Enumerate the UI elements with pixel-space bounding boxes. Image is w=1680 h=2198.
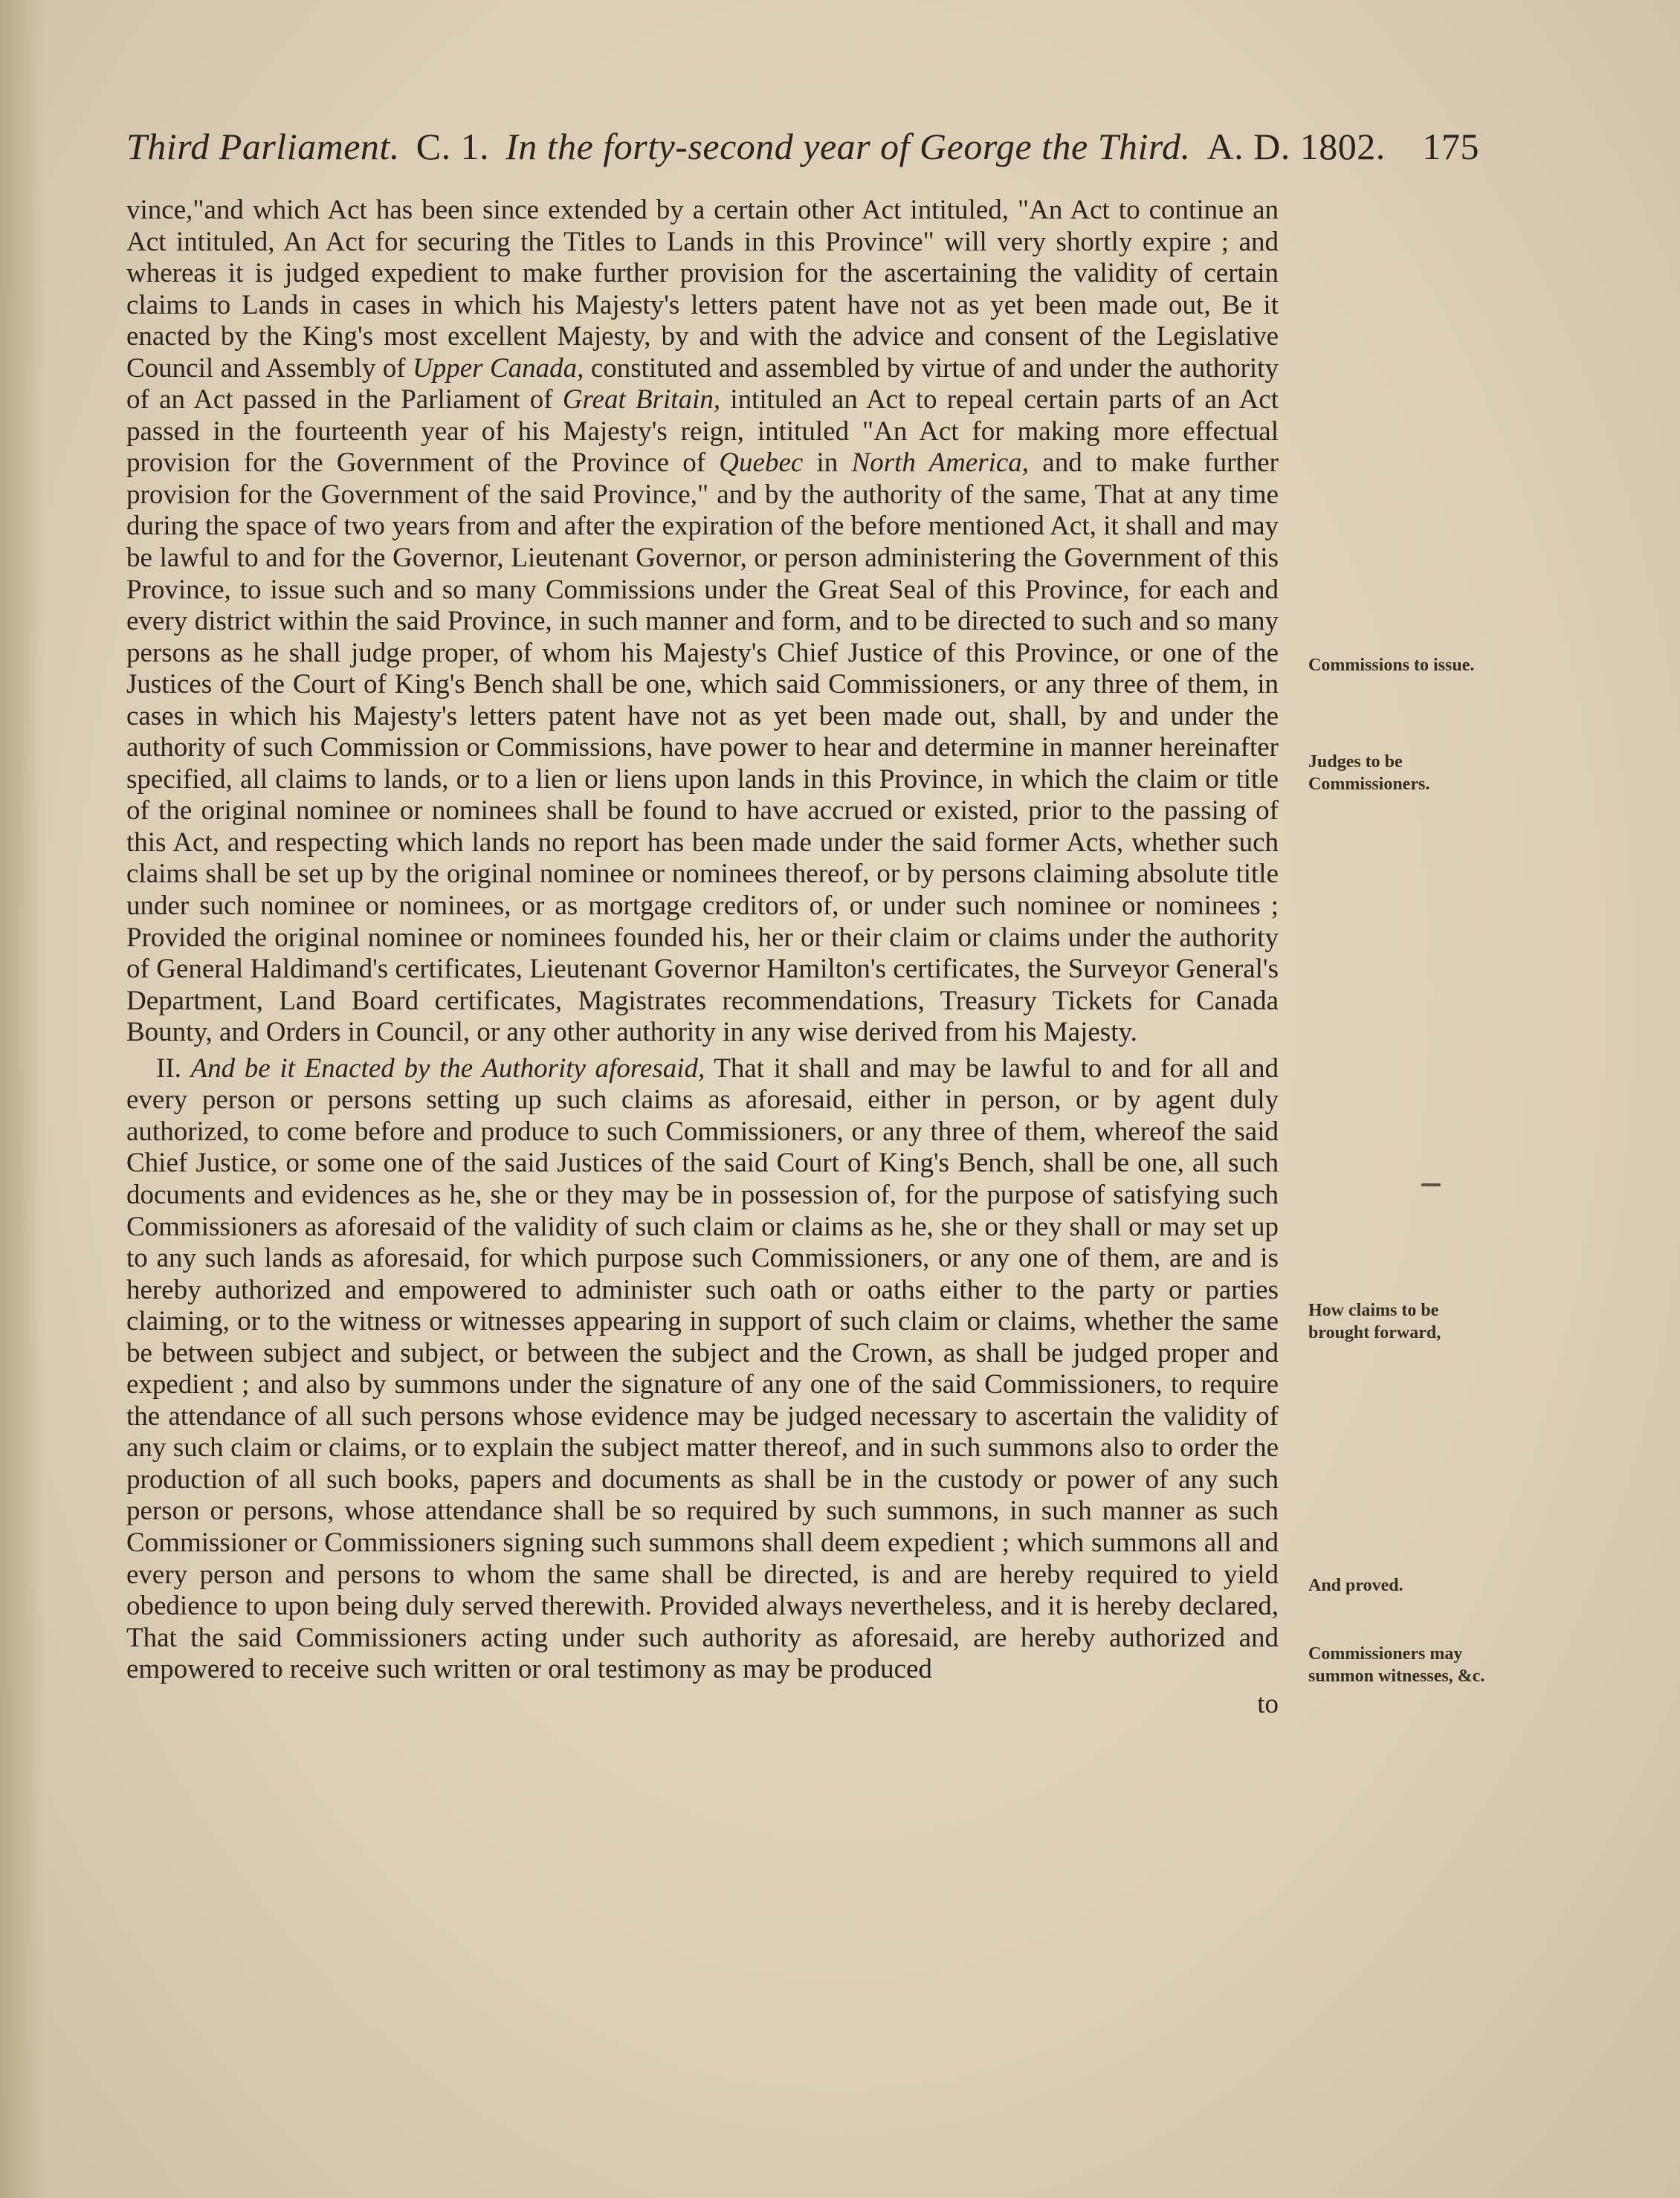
paragraph-section-ii <box>126 1053 1279 1686</box>
text-run: II. <box>156 1053 191 1084</box>
gutter-shadow <box>0 0 45 2198</box>
parliament-title: Third Parliament. <box>126 126 400 167</box>
regnal-year: In the forty-second year of George the Third. <box>505 126 1191 167</box>
year: A. D. 1802. <box>1206 126 1386 167</box>
margin-note-commissions: Commissions to issue. <box>1308 656 1475 675</box>
italic-phrase: North America, <box>851 447 1030 479</box>
text-run: vince,"and which Act has been since extended by a certain other Act intituled, "An Act to continue an Act intituled, An Act for securing the Titles to Lands in this Province" will very shortly expire ; and whereas it is judged expedient to make further provision for the ascertaining the validity of certain claims to Lands in cases in which his Majesty's letters patent have not as yet been made out, Be it enacted by the King's most excellent Majesty, by and with the advice and consent of the Legislative Council and Assembly of <box>126 195 1279 384</box>
text-run: That it shall and may be lawful to and for all and every person or persons setting up such claims as aforesaid, either in person, or by agent duly authorized, to come before and produce to such Commissioners, or any three of them, whereof the said Chief Justice, or some one of the said Justices of the said Court of King's Bench, shall be one, all such documents and evidences as he, she or they may be in possession of, for the purpose of satisfying such Commissioners as aforesaid of the validity of such claim or claims as he, she or they shall or may set up to any such lands as aforesaid, for which purpose such Commissioners, or any one of them, are and is hereby authorized and empowered to administer such oath or oaths either to the party or parties claiming, or to the witness or witnesses appearing in support of such claim or claims, whether the same be between subject and subject, or between the subject and the Crown, as shall be judged proper and expedient ; and also by summons under the signature of any one of the said Commissioners, to require the attendance of all such persons whose evidence may be judged necessary to ascertain the validity of any such claim or claims, or to explain the subject matter thereof, and in such summons also to order the production of all such books, papers and documents as shall be in the custody or power of any such person or persons, whose attendance shall be so required by such summons, in such manner as such Commissioner or Commissioners signing such summons shall deem expedient ; which summons all and every person and persons to whom the same shall be directed, is and are hereby required to yield obedience to upon being duly served therewith. Provided always nevertheless, and it is hereby declared, That the said Commissioners acting under such authority as aforesaid, are hereby authorized and empowered to receive such written or oral testimony as may be produced <box>126 1053 1279 1685</box>
chapter-number: C. 1. <box>416 126 490 167</box>
italic-phrase: Great Britain, <box>562 384 721 416</box>
margin-note-summon: Commissioners may summon witnesses, &c. <box>1308 1644 1485 1686</box>
margin-note-claims: How claims to be brought forward, <box>1308 1301 1441 1342</box>
paragraph-enacting-clause <box>126 195 1279 1049</box>
body-text <box>126 195 1279 1720</box>
text-run: in <box>803 447 852 479</box>
margin-dash <box>1421 1183 1441 1186</box>
catchword: to <box>1257 1688 1279 1719</box>
italic-phrase: Upper Canada, <box>413 352 584 384</box>
text-run: constituted and assembled by virtue of and under the authority of an Act passed in the Parliament of <box>126 352 1279 416</box>
running-head <box>126 125 1479 177</box>
page-number: 175 <box>1422 126 1479 167</box>
italic-phrase: Quebec <box>719 447 804 479</box>
text-run: and to make further provision for the Government of the said Province," and by the authority of the same, That at any time during the space of two years from and after the expiration of the before mentioned Act, it shall and may be lawful to and for the Governor, Lieutenant Governor, or person administering the Government of this Province, to issue such and so many Commissions under the Great Seal of this Province, for each and every district within the said Province, in such manner and form, and to be directed to such and so many persons as he shall judge proper, of whom his Majesty's Chief Justice of this Province, or one of the Justices of the Court of King's Bench shall be one, which said Commissioners, or any three of them, in cases in which his Majesty's letters patent have not as yet been made out, shall, by and under the authority of such Commission or Commissions, have power to hear and determine in manner hereinafter specified, all claims to lands, or to a lien or liens upon lands in this Province, in which the claim or title of the original nominee or nominees shall be found to have accrued or existed, prior to the passing of this Act, and respecting which lands no report has been made under the said former Acts, whether such claims shall be set up by the original nominee or nominees thereof, or by persons claiming absolute title under such nominee or nominees, or as mortgage creditors of, or under such nominee or nominees ; Provided the original nominee or nominees founded his, her or their claim or claims under the authority of General Haldimand's certificates, Lieutenant Governor Hamilton's certificates, the Surveyor General's Department, Land Board certificates, Magistrates recommendations, Treasury Tickets for Canada Bounty, and Orders in Council, or any other authority in any wise derived from his Majesty. <box>126 447 1279 1048</box>
margin-note-judges: Judges to be Commissioners. <box>1308 752 1430 794</box>
italic-phrase: And be it Enacted by the Authority aforesaid, <box>190 1053 705 1084</box>
text-run: intituled an Act to repeal certain parts of an Act passed in the fourteenth year of his Majesty's reign, intituled "An Act for making more effectual provision for the Government of the Province of <box>126 384 1279 479</box>
margin-note-proved: And proved. <box>1308 1576 1403 1595</box>
